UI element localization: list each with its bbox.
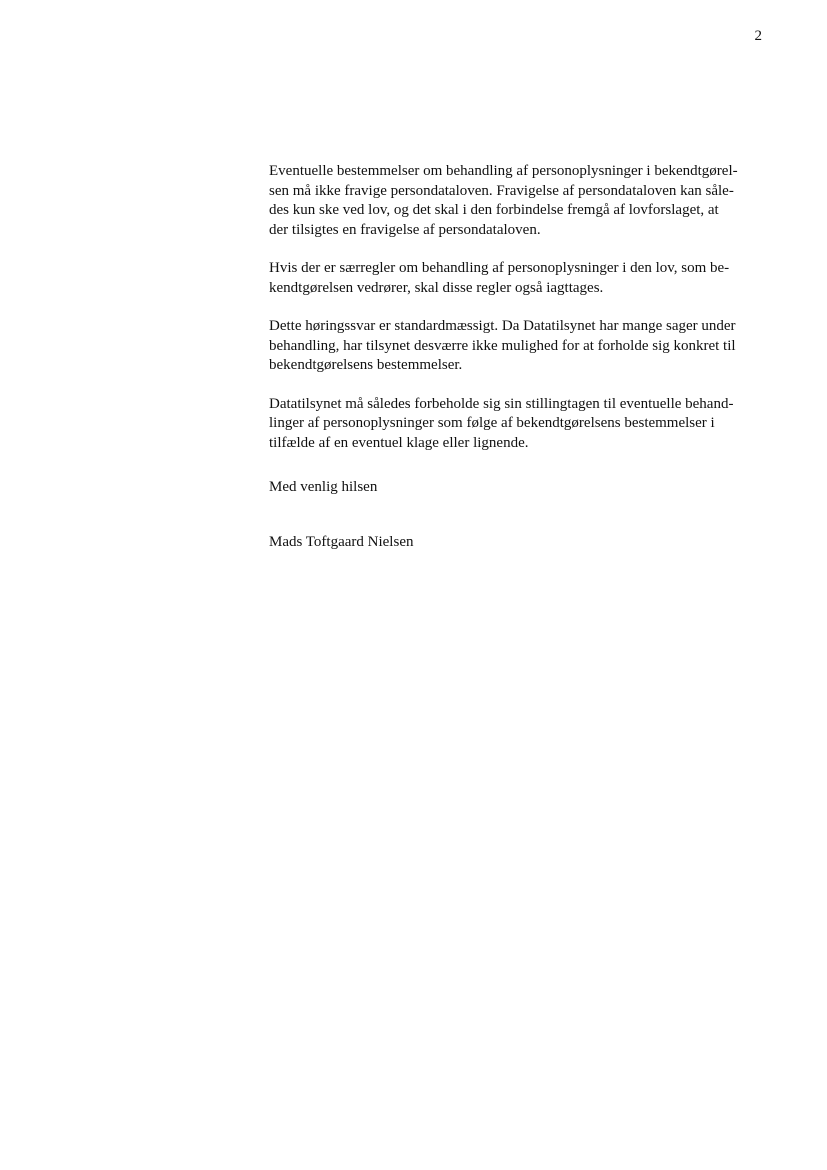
closing-greeting: Med venlig hilsen xyxy=(269,479,378,495)
paragraph-personal-data-rules xyxy=(269,162,759,240)
text-line: behandling, har tilsynet desværre ikke mulighed for at forholde sig konkret til xyxy=(269,337,736,354)
signature-name: Mads Toftgaard Nielsen xyxy=(269,534,414,550)
text-line: Eventuelle bestemmelser om behandling af personoplysninger i bekendtgørel- xyxy=(269,163,738,179)
letter-body xyxy=(269,162,759,453)
text-line: der tilsigtes en fravigelse af persondataloven. xyxy=(269,221,541,238)
text-line: tilfælde af en eventuel klage eller lignende. xyxy=(269,434,529,451)
text-line: sen må ikke fravige persondataloven. Fravigelse af persondataloven kan såle- xyxy=(269,182,734,199)
text-line: bekendtgørelsens bestemmelser. xyxy=(269,357,463,373)
page-number: 2 xyxy=(754,28,762,44)
text-line: Datatilsynet må således forbeholde sig sin stillingtagen til eventuelle behand- xyxy=(269,395,734,412)
text-line: kendtgørelsen vedrører, skal disse regler også iagttages. xyxy=(269,279,604,296)
text-line: Dette høringssvar er standardmæssigt. Da Datatilsynet har mange sager under xyxy=(269,318,736,334)
paragraph-special-rules xyxy=(269,259,759,298)
paragraph-reservation xyxy=(269,395,759,454)
paragraph-standard-response xyxy=(269,317,759,376)
text-line: linger af personoplysninger som følge af bekendtgørelsens bestemmelser i xyxy=(269,415,715,431)
text-line: Hvis der er særregler om behandling af personoplysninger i den lov, som be- xyxy=(269,260,730,276)
text-line: des kun ske ved lov, og det skal i den forbindelse fremgå af lovforslaget, at xyxy=(269,202,719,218)
